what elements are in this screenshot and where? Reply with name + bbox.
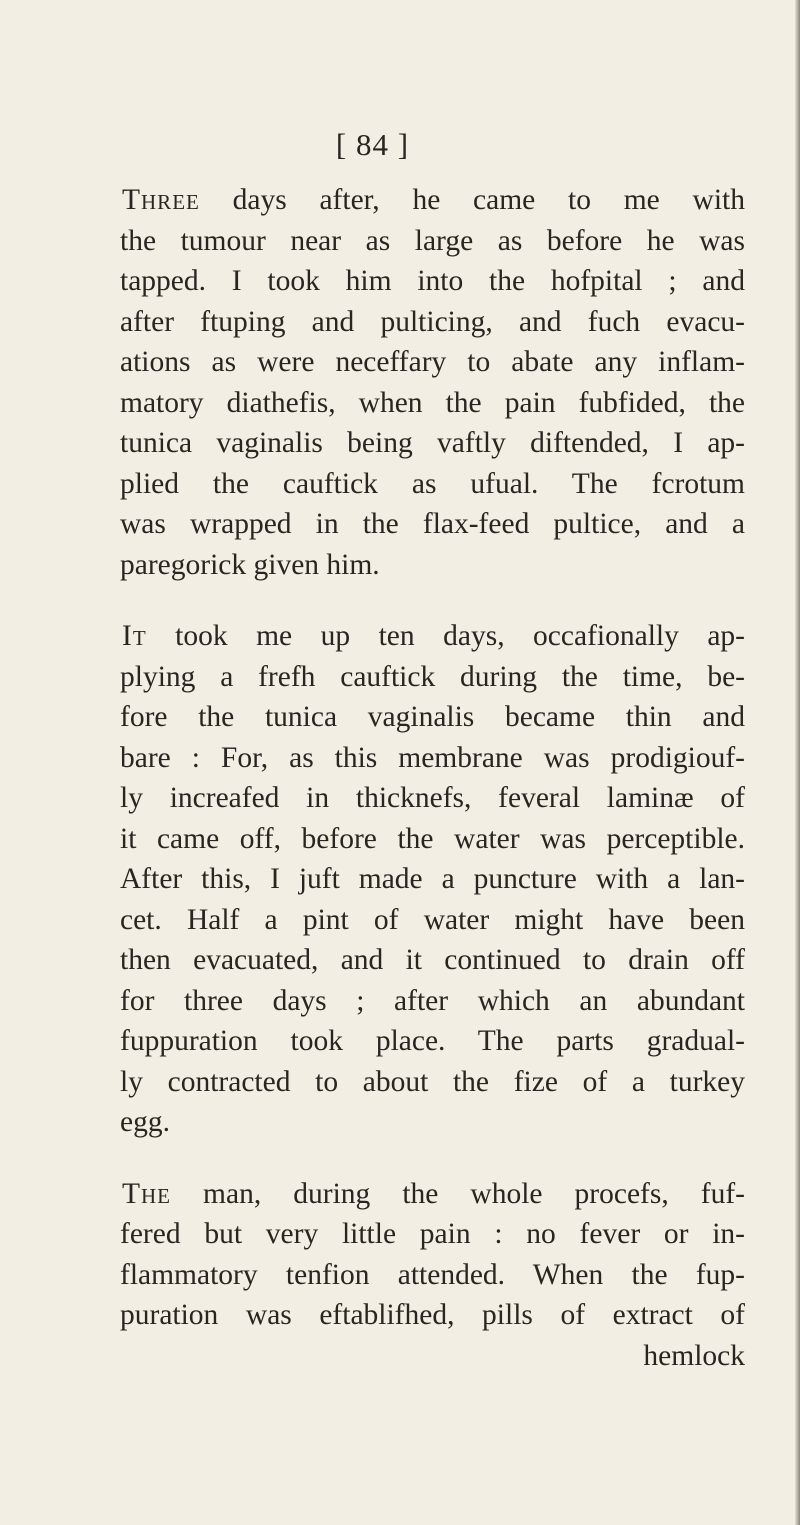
paragraph-gap [120, 1143, 745, 1174]
paragraph-lead-word: Three [122, 184, 200, 216]
text-line: ly contracted to about the fize of a turkey [120, 1065, 745, 1098]
text-line: was wrapped in the flax-feed pultice, and a [120, 508, 745, 540]
paragraph-lead-word: It [122, 620, 147, 652]
text-line-rest: days after, he came to me with [199, 184, 745, 216]
text-line: After this, I juft made a puncture with a lan- [120, 863, 745, 895]
text-line: for three days ; after which an abundant [120, 984, 745, 1017]
text-line [120, 1174, 745, 1215]
catchword: hemlock [643, 1339, 745, 1372]
page-edge [795, 0, 800, 1525]
text-line: flammatory tenfion attended. When the fup- [120, 1258, 745, 1291]
text-line: puration was eftablifhed, pills of extract of [120, 1299, 745, 1331]
text-line: cet. Half a pint of water might have been [120, 903, 745, 936]
text-line: plying a frefh cauftick during the time, be- [120, 660, 745, 693]
text-line: fered but very little pain : no fever or in- [120, 1218, 745, 1250]
text-line: fore the tunica vaginalis became thin and [120, 701, 745, 733]
text-line-rest: took me up ten days, occafionally ap- [146, 620, 745, 652]
text-line: fuppuration took place. The parts gradual- [120, 1025, 745, 1057]
text-line: bare : For, as this membrane was prodigiouf- [120, 741, 745, 774]
paragraph-gap [120, 585, 745, 616]
text-line: matory diathefis, when the pain fubfided, the [120, 386, 745, 419]
text-line: the tumour near as large as before he was [120, 224, 745, 257]
paragraph-lead-word: The [122, 1177, 172, 1210]
paragraph [120, 616, 745, 1143]
text-line: tunica vaginalis being vaftly diftended, I ap- [120, 427, 745, 459]
text-line-rest: man, during the whole procefs, fuf- [171, 1177, 745, 1210]
paragraph [120, 180, 745, 585]
text-line: plied the cauftick as ufual. The fcrotum [120, 467, 745, 500]
text-line: ly increafed in thicknefs, feveral laminæ of [120, 782, 745, 814]
text-line: ations as were neceffary to abate any inflam- [120, 346, 745, 378]
text-line [120, 616, 745, 657]
text-line: then evacuated, and it continued to drain off [120, 944, 745, 976]
body-text [120, 180, 745, 1376]
running-head-page-number: [ 84 ] [335, 127, 410, 162]
paragraph [120, 1174, 745, 1377]
text-line: paregorick given him. [120, 548, 380, 581]
text-line: it came off, before the water was perceptible. [120, 822, 745, 855]
text-line: after ftuping and pulticing, and fuch evacu- [120, 305, 745, 338]
text-line [120, 180, 745, 221]
text-line: tapped. I took him into the hofpital ; and [120, 265, 745, 297]
text-line: egg. [120, 1106, 170, 1138]
